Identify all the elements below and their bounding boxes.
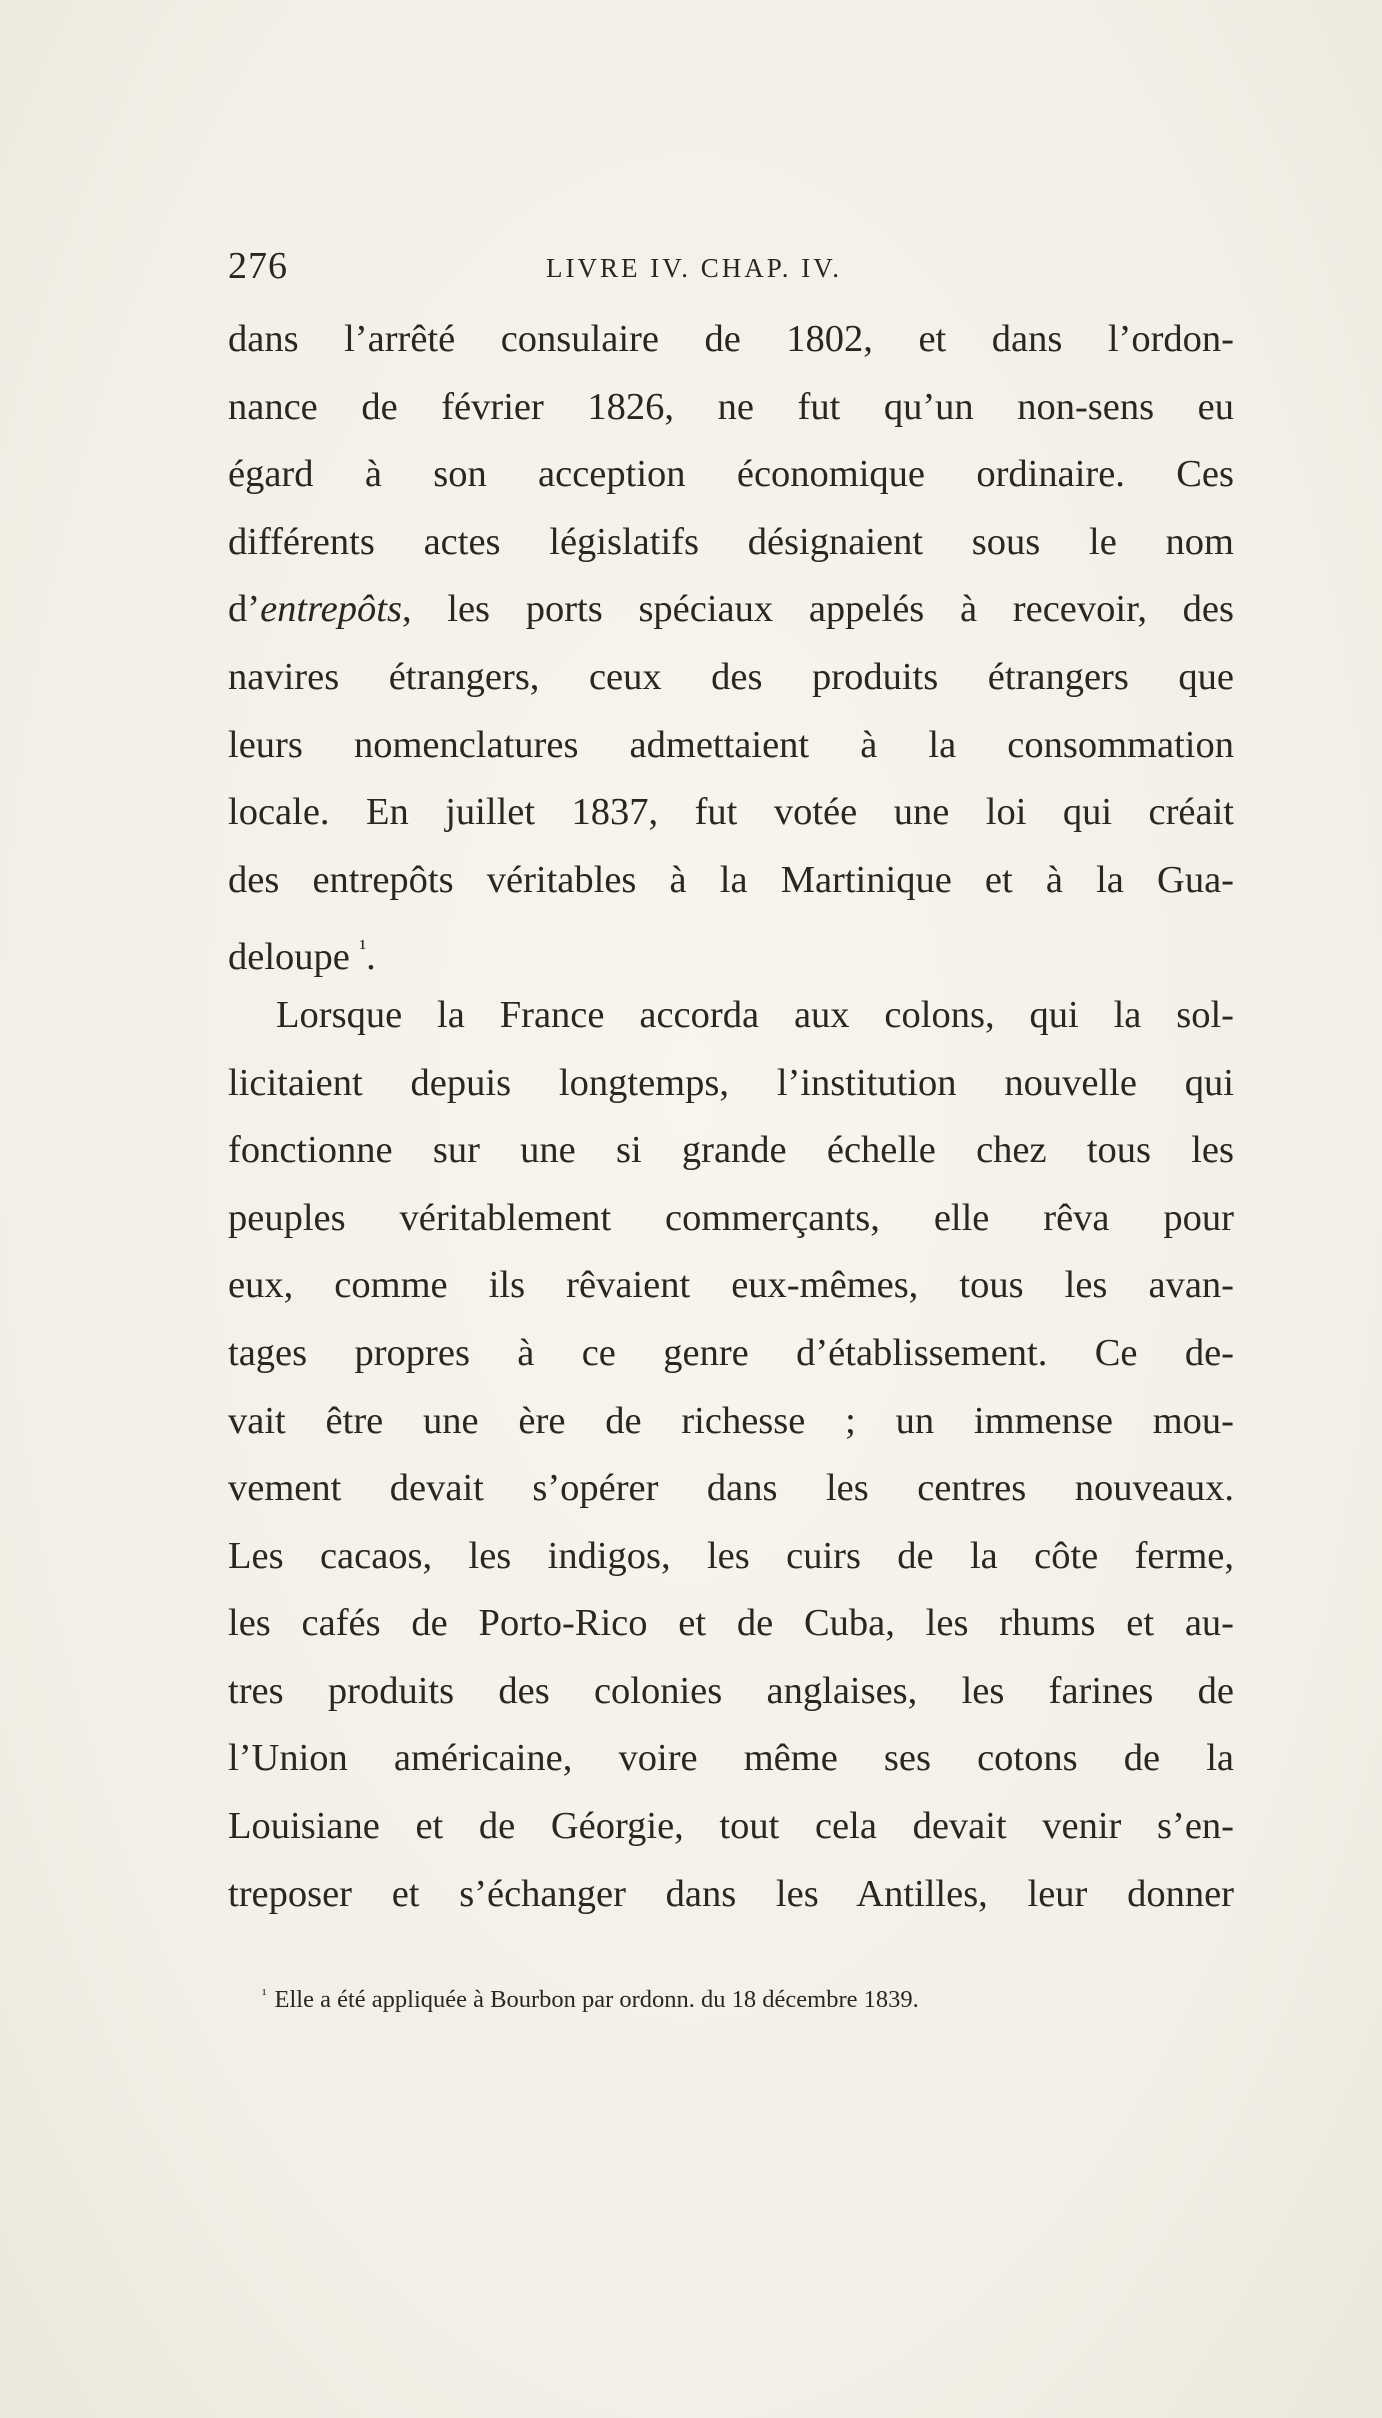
text-line: différents actes législatifs désignaient sous le nom	[228, 520, 1234, 563]
italic-term: entrepôts	[260, 588, 402, 631]
text-line	[228, 576, 1234, 644]
page-header	[226, 244, 1236, 288]
text-line: l’Union américaine, voire même ses cotons de la	[228, 1737, 1234, 1780]
text-line: vait être une ère de richesse ; un immense mou-	[228, 1399, 1234, 1442]
paragraph-2	[228, 982, 1234, 1928]
text-line: locale. En juillet 1837, fut votée une loi qui créait	[228, 791, 1234, 834]
text-line	[228, 914, 1234, 982]
text-line: navires étrangers, ceux des produits étrangers que	[228, 655, 1234, 698]
running-head: LIVRE IV. CHAP. IV.	[546, 253, 843, 283]
page-number: 276	[228, 245, 288, 287]
text-fragment: .	[366, 936, 376, 979]
text-line: dans l’arrêté consulaire de 1802, et dans l’ordon-	[228, 318, 1234, 360]
text-line: Lorsque la France accorda aux colons, qui la sol-	[276, 993, 1234, 1036]
text-line: leurs nomenclatures admettaient à la consommation	[228, 723, 1234, 766]
text-line: licitaient depuis longtemps, l’institution nouvelle qui	[228, 1061, 1234, 1104]
text-line: égard à son acception économique ordinaire. Ces	[228, 453, 1234, 496]
footnote-mark: ¹	[262, 1987, 267, 2003]
paragraph-1	[228, 306, 1234, 982]
text-fragment: , les ports spéciaux appelés à recevoir, des	[401, 588, 1234, 631]
text-fragment: d’	[228, 588, 261, 631]
footnote-reference[interactable]: ¹	[359, 935, 367, 961]
footnote	[262, 1978, 1202, 2017]
text-fragment: deloupe	[228, 936, 360, 979]
body-text	[228, 306, 1234, 1928]
text-line: nance de février 1826, ne fut qu’un non-sens eu	[228, 385, 1234, 428]
text-line: treposer et s’échanger dans les Antilles, leur donner	[228, 1872, 1234, 1915]
text-line: fonctionne sur une si grande échelle chez tous les	[228, 1129, 1234, 1172]
footnote-text: Elle a été appliquée à Bourbon par ordonn. du 18 décembre 1839.	[274, 1986, 919, 2013]
text-line: des entrepôts véritables à la Martinique et à la Gua-	[228, 858, 1234, 901]
text-line: tages propres à ce genre d’établissement. Ce de-	[228, 1331, 1234, 1374]
text-line: vement devait s’opérer dans les centres nouveaux.	[228, 1467, 1234, 1510]
text-line: eux, comme ils rêvaient eux-mêmes, tous les avan-	[228, 1264, 1234, 1307]
text-line: les cafés de Porto-Rico et de Cuba, les rhums et au-	[228, 1602, 1234, 1645]
text-line: Les cacaos, les indigos, les cuirs de la côte ferme,	[228, 1534, 1234, 1577]
text-line: peuples véritablement commerçants, elle rêva pour	[228, 1196, 1234, 1239]
text-line: tres produits des colonies anglaises, les farines de	[228, 1669, 1234, 1712]
text-line: Louisiane et de Géorgie, tout cela devait venir s’en-	[228, 1805, 1234, 1848]
